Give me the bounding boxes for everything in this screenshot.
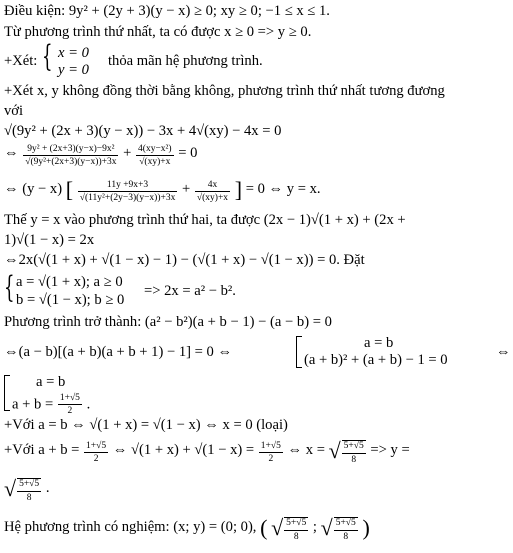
transformed-equation bbox=[4, 315, 332, 330]
equals-zero: = 0 bbox=[178, 145, 198, 162]
fraction-numerator: 4x bbox=[195, 180, 230, 192]
y-equals: => y = bbox=[370, 442, 410, 458]
y-solution-line bbox=[4, 476, 49, 506]
fraction-denominator: 8 bbox=[343, 531, 349, 542]
fraction-numerator: 4(xy−x²) bbox=[136, 144, 174, 156]
system-row-b: b = √(1 − x); b ≥ 0 bbox=[16, 292, 125, 308]
conjugate-fraction-1 bbox=[23, 144, 118, 168]
conjugate-step bbox=[4, 144, 197, 174]
first-equation-note bbox=[4, 25, 311, 40]
sum-label: a + b = bbox=[12, 396, 54, 413]
answer-fraction-2 bbox=[334, 517, 358, 542]
golden-fraction bbox=[58, 393, 82, 417]
sum-fraction bbox=[84, 441, 108, 465]
case-equal-line bbox=[4, 418, 288, 433]
separator: ; bbox=[312, 519, 317, 535]
case-nonzero-line bbox=[4, 84, 445, 99]
fraction-denominator: √(11y²+(2y−3)(y−x))+3x bbox=[79, 193, 176, 204]
case-zero-prefix: +Xét: bbox=[4, 53, 38, 69]
final-answer-line bbox=[4, 515, 370, 547]
factor-conclusion: = 0 ⇔ y = x. bbox=[245, 181, 321, 197]
fraction-numerator: 1+√5 bbox=[58, 393, 82, 405]
system-brace: { bbox=[4, 270, 15, 305]
fraction-numerator: 5+√5 bbox=[342, 441, 366, 453]
substitution-line-cont bbox=[4, 233, 94, 248]
substitution-text-cont: 1)√(1 − x) = 2x bbox=[4, 232, 95, 248]
case-split-line bbox=[4, 334, 509, 370]
conjugate-fraction-2 bbox=[136, 144, 174, 168]
case-sum-middle: ⇔ √(1 + x) + √(1 − x) = bbox=[112, 442, 255, 458]
fraction-denominator: √(xy)+x bbox=[196, 193, 229, 204]
x-solution-fraction bbox=[342, 440, 366, 465]
with-text: với bbox=[4, 103, 24, 119]
right-paren: ) bbox=[362, 515, 370, 540]
radical-sign: √ bbox=[328, 438, 341, 463]
x-equals: ⇔ x = bbox=[287, 442, 325, 458]
case-bracket bbox=[4, 375, 10, 411]
factor-step bbox=[4, 177, 321, 207]
substitution-text: Thế y = x vào phương trình thứ hai, ta được (2x − 1)√(1 + x) + (2x + bbox=[4, 212, 406, 228]
fraction-numerator: 11y +9x+3 bbox=[78, 180, 178, 192]
left-bracket: [ bbox=[65, 177, 74, 202]
period: . bbox=[45, 480, 50, 496]
equation-one-text: √(9y² + (2x + 3)(y − x)) − 3x + 4√(xy) − 4x = 0 bbox=[4, 123, 282, 139]
case-sum-line bbox=[4, 438, 410, 468]
with-line bbox=[4, 104, 23, 119]
fraction-denominator: 8 bbox=[26, 492, 32, 503]
plus-sign: + bbox=[123, 145, 132, 162]
fraction-numerator: 1+√5 bbox=[259, 441, 283, 453]
period: . bbox=[86, 396, 91, 413]
fraction-denominator: 8 bbox=[293, 531, 299, 542]
case-row-1: a = b bbox=[364, 335, 394, 351]
condition-text: Điều kiện: 9y² + (2y + 3)(y − x) ≥ 0; xy ≥ 0; −1 ≤ x ≤ 1. bbox=[4, 3, 330, 19]
case-bracket-2 bbox=[4, 373, 204, 417]
case-row-2: (a + b)² + (a + b) − 1 = 0 bbox=[304, 352, 448, 368]
fraction-numerator: 5+√5 bbox=[17, 479, 41, 491]
rearranged-equation bbox=[4, 253, 365, 268]
answer-fraction-1 bbox=[284, 517, 308, 542]
left-paren: ( bbox=[260, 515, 268, 540]
system-brace: { bbox=[42, 39, 53, 74]
fraction-numerator: 1+√5 bbox=[84, 441, 108, 453]
case-equal-text: +Với a = b ⇔ √(1 + x) = √(1 − x) ⇔ x = 0 (loại) bbox=[4, 417, 288, 433]
y-solution-fraction bbox=[17, 478, 41, 503]
factor-fraction-1 bbox=[78, 180, 178, 204]
case-nonzero-text: +Xét x, y không đồng thời bằng không, phương trình thứ nhất tương đương bbox=[4, 83, 445, 99]
equiv-symbol: ⇔ bbox=[496, 344, 511, 360]
transformed-text: Phương trình trở thành: (a² − b²)(a + b − 1) − (a − b) = 0 bbox=[4, 314, 332, 330]
first-equation-text: Từ phương trình thứ nhất, ta có được x ≥ 0 => y ≥ 0. bbox=[4, 24, 312, 40]
system-row-y: y = 0 bbox=[58, 62, 89, 78]
factor-lead: ⇔ (y − x) bbox=[4, 181, 63, 197]
case-bracket bbox=[296, 336, 302, 368]
case-split-lead: ⇔(a − b)[(a + b)(a + b + 1) − 1] = 0 ⇔ bbox=[4, 344, 233, 360]
fraction-denominator: 8 bbox=[351, 454, 357, 465]
case-row-2 bbox=[12, 393, 90, 417]
radical-sign: √ bbox=[271, 515, 284, 540]
equation-one bbox=[4, 124, 281, 139]
rearranged-text: ⇔2x(√(1 + x) + √(1 − x) − 1) − (√(1 + x) − √(1 − x)) = 0. Đặt bbox=[4, 252, 365, 268]
fraction-numerator: 9y² + (2x+3)(y−x)−9x² bbox=[23, 144, 118, 156]
substitution-line bbox=[4, 213, 406, 228]
case-sum-prefix: +Với a + b = bbox=[4, 442, 80, 458]
fraction-denominator: 2 bbox=[67, 406, 73, 417]
factor-fraction-2 bbox=[195, 180, 230, 204]
fraction-denominator: √(xy)+x bbox=[139, 157, 171, 168]
radical-sign: √ bbox=[320, 515, 333, 540]
fraction-denominator: √(9y²+(2x+3)(y−x))+3x bbox=[25, 157, 117, 168]
condition-line bbox=[4, 4, 330, 19]
fraction-numerator: 5+√5 bbox=[334, 518, 358, 530]
fraction-denominator: 2 bbox=[268, 454, 274, 465]
equiv-symbol: ⇔ bbox=[4, 145, 19, 162]
sum-fraction-2 bbox=[259, 441, 283, 465]
right-bracket: ] bbox=[234, 177, 243, 202]
substitution-system bbox=[4, 270, 384, 309]
radical-sign: √ bbox=[4, 476, 17, 501]
substitution-result: => 2x = a² − b². bbox=[144, 283, 236, 299]
fraction-numerator: 5+√5 bbox=[284, 518, 308, 530]
system-row-x: x = 0 bbox=[58, 45, 89, 61]
system-row-a: a = √(1 + x); a ≥ 0 bbox=[16, 274, 123, 290]
final-answer-prefix: Hệ phương trình có nghiệm: (x; y) = (0; 0), bbox=[4, 519, 257, 535]
case-zero-suffix: thỏa mãn hệ phương trình. bbox=[108, 53, 263, 69]
case-zero-line bbox=[4, 39, 364, 79]
case-row-1: a = b bbox=[36, 374, 66, 390]
fraction-denominator: 2 bbox=[93, 454, 99, 465]
plus-sign: + bbox=[182, 181, 191, 197]
